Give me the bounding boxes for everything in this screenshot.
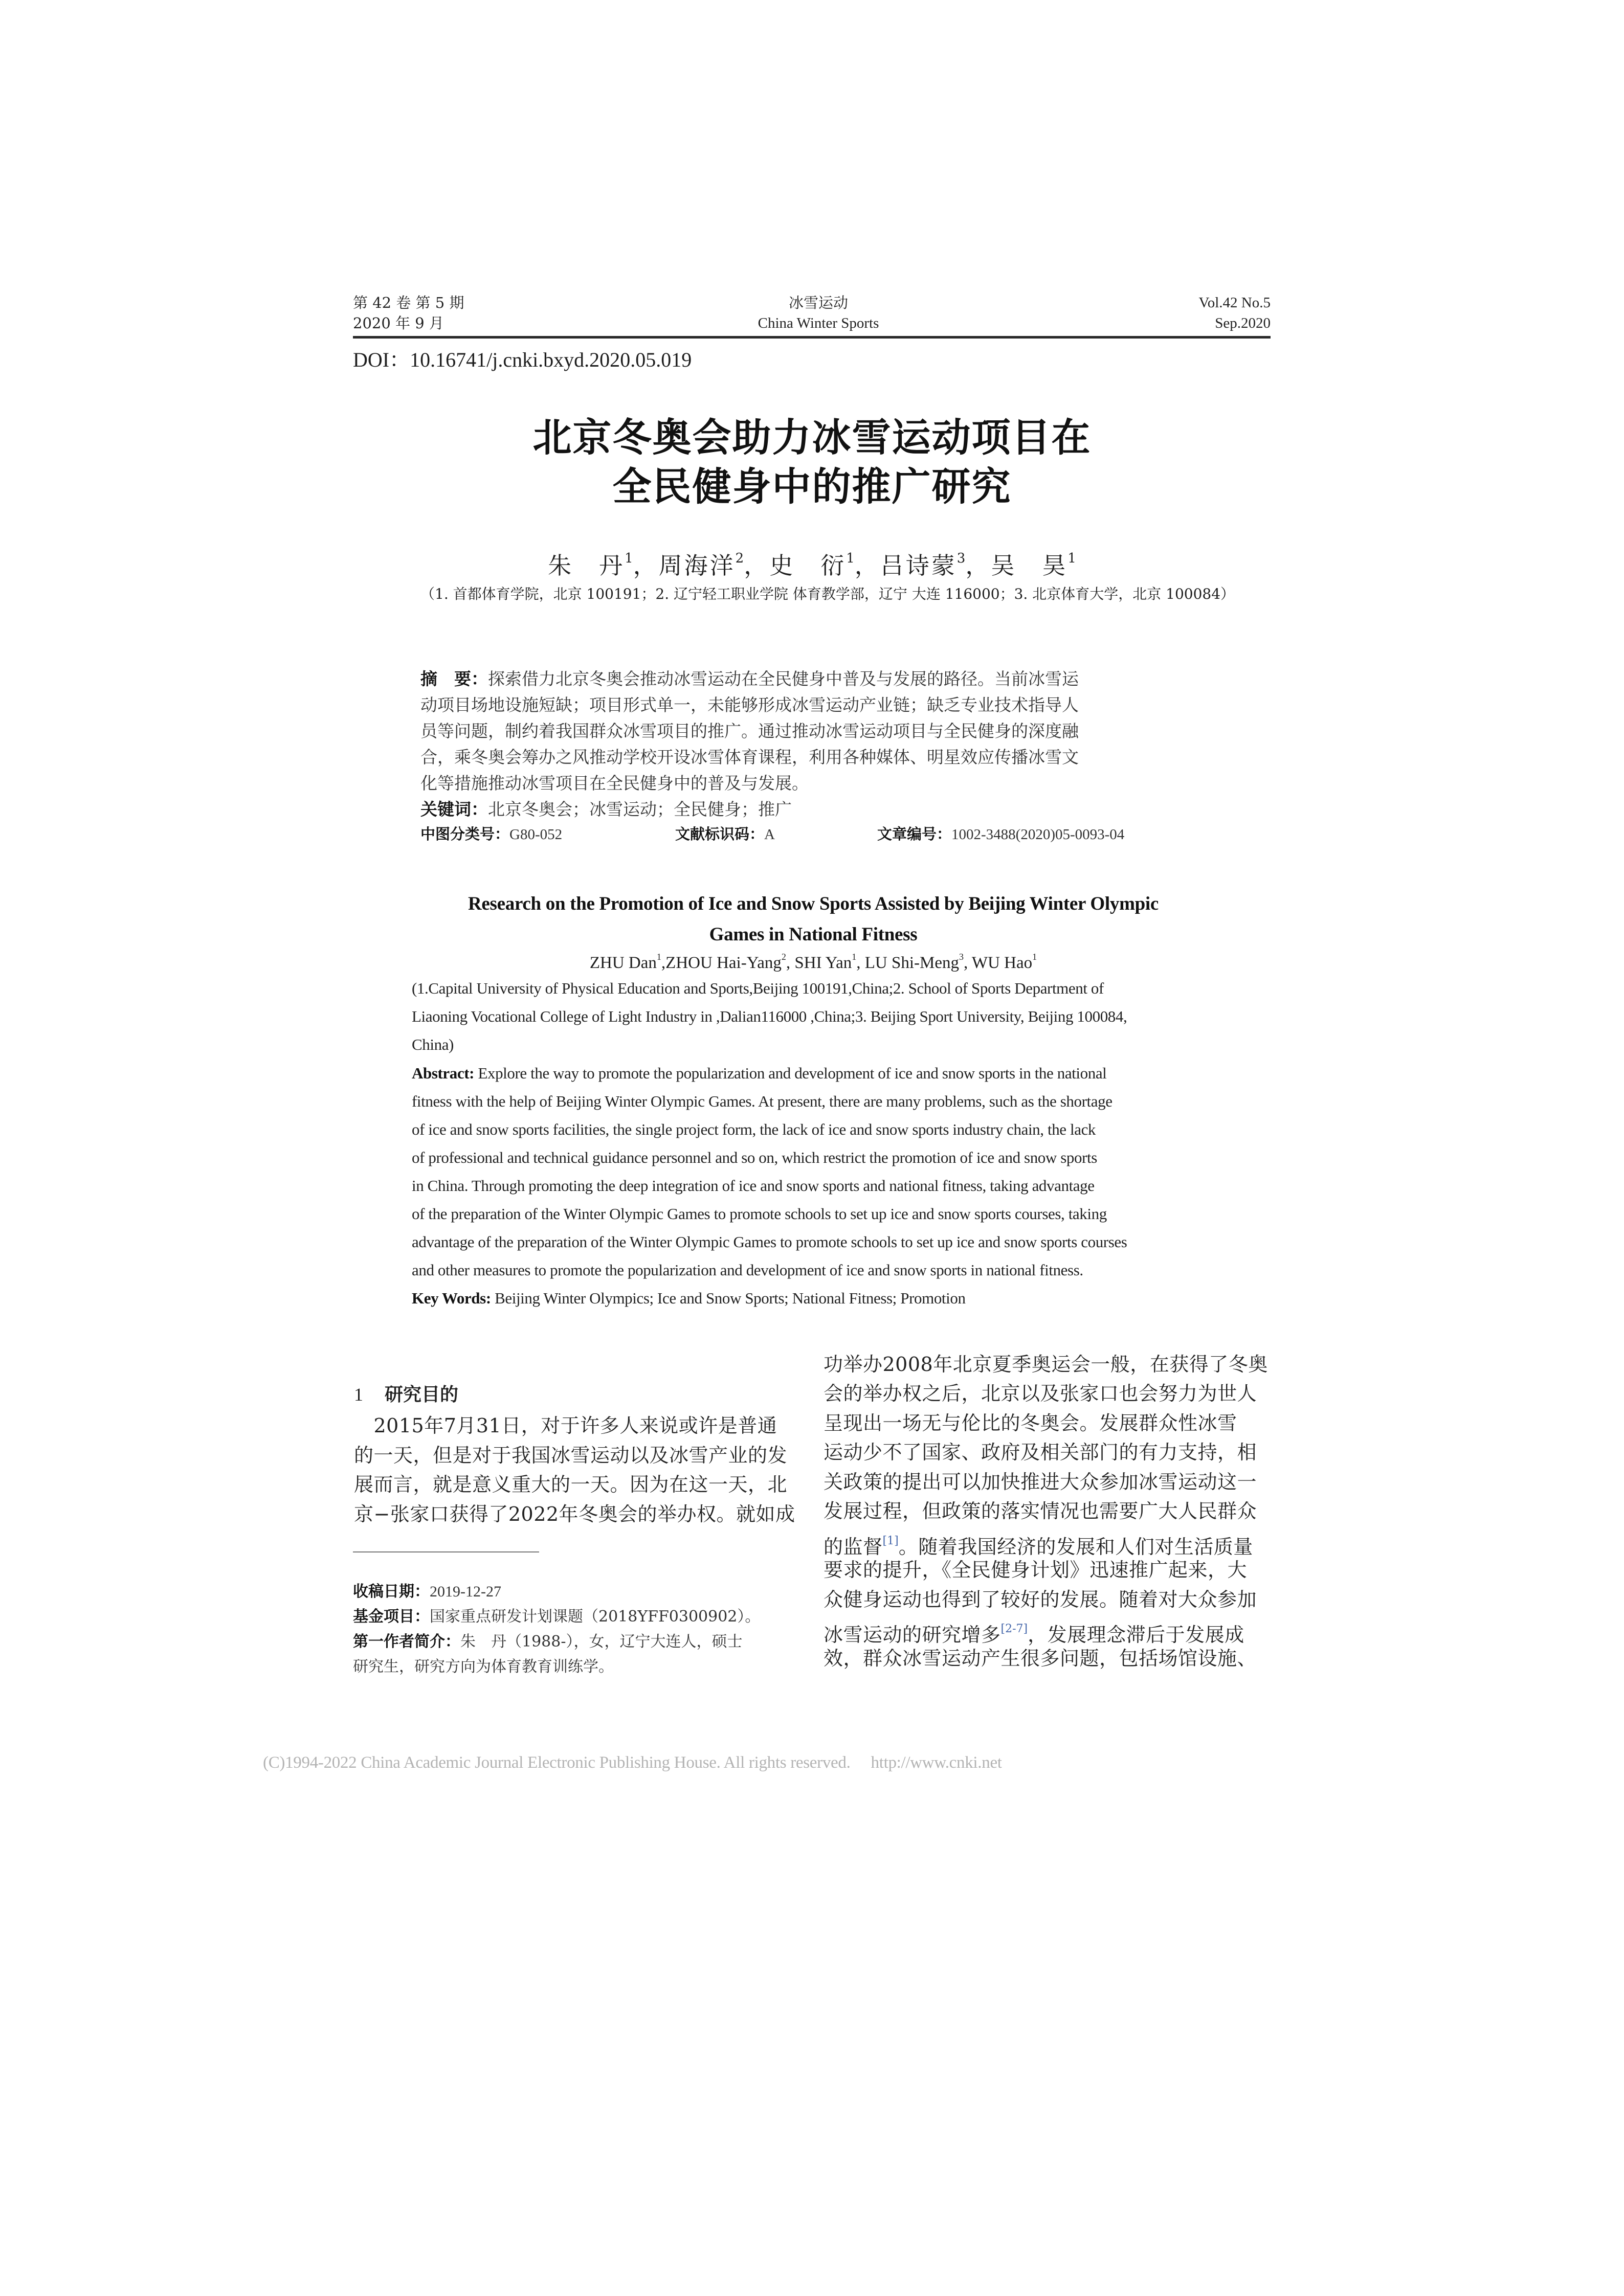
keywords-cn-value: 北京冬奥会；冰雪运动；全民健身；推广 [488, 799, 792, 819]
title-en-line1: Research on the Promotion of Ice and Snow Sports Assisted by Beijing Winter Olympic [468, 893, 1159, 914]
classification-clc: 中图分类号：G80-052 [420, 825, 563, 843]
body-right-line: 发展过程，但政策的落实情况也需要广大人民群众 [824, 1500, 1257, 1522]
author-en: ZHU Dan$^1$, [589, 952, 666, 972]
body-right-line: 运动少不了国家、政府及相关部门的有力支持，相 [824, 1441, 1257, 1464]
header-rule [353, 336, 1271, 339]
body-right-line: 关政策的提出可以加快推进大众参加冰雪运动这一 [824, 1471, 1257, 1493]
volume-issue-en: Vol.42 No.5 [1198, 295, 1271, 311]
journal-name-en: China Winter Sports [758, 315, 879, 331]
author-cn: 朱 丹$^1$ [548, 551, 633, 579]
title-en-line2: Games in National Fitness [709, 924, 918, 945]
affiliations-cn: （1. 首都体育学院，北京 100191；2. 辽宁轻工职业学院 体育教学部，辽宁 大连 116000；3. 北京体育大学，北京 100084） [420, 586, 1235, 602]
abstract-en-line: of ice and snow sports facilities, the single project form, the lack of ice and snow sports industry chain, the lack [412, 1120, 1096, 1138]
author-en: ZHOU Hai-Yang$^2$, [665, 952, 795, 972]
affiliations-en-line: (1.Capital University of Physical Education and Sports,Beijing 100191,China;2. School of Sports Department of [412, 979, 1104, 997]
abstract-en-line: advantage of the preparation of the Winter Olympic Games to promote schools to set up ice and snow sports courses [412, 1233, 1127, 1251]
footnote-fund: 基金项目：国家重点研发计划课题（2018YFF0300902）。 [353, 1608, 761, 1626]
body-right-line: 效，群众冰雪运动产生很多问题，包括场馆设施、 [824, 1647, 1257, 1670]
keywords-cn [420, 796, 1259, 822]
abstract-en-line: of the preparation of the Winter Olympic Games to promote schools to set up ice and snow sports courses, taking [412, 1205, 1107, 1223]
author-cn: 周海洋$^2$ [658, 551, 744, 579]
abstract-en-line: of professional and technical guidance personnel and so on, which restrict the promotion of ice and snow sports [412, 1149, 1097, 1166]
author-cn: 吴 昊$^1$ [991, 551, 1076, 579]
abstract-cn-label: 摘 要： [420, 669, 488, 689]
authors-cn: 朱 丹$^1$，周海洋$^2$，史 衍$^1$，吕诗蒙$^3$，吴 昊$^1$ [548, 551, 1076, 579]
cnki-link[interactable]: http://www.cnki.net [871, 1753, 1002, 1772]
author-en: LU Shi-Meng$^3$, [864, 952, 972, 972]
classification-article-no: 文章编号：1002-3488(2020)05-0093-04 [877, 825, 1125, 843]
body-right-line: 会的举办权之后，北京以及张家口也会努力为世人 [824, 1382, 1257, 1405]
keywords-en-label: Key Words: [412, 1289, 491, 1307]
abstract-cn-line: 合，乘冬奥会筹办之风推动学校开设冰雪体育课程，利用各种媒体、明星效应传播冰雪文 [420, 747, 1079, 767]
copyright-notice: (C)1994-2022 China Academic Journal Electronic Publishing House. All rights reserved. http://www.cnki.net [263, 1753, 1002, 1772]
body-left-line: 的一天，但是对于我国冰雪运动以及冰雪产业的发 [354, 1444, 788, 1467]
section-heading [354, 1382, 458, 1407]
classification-doc-code: 文献标识码：A [675, 825, 775, 843]
title-cn-line1: 北京冬奥会助力冰雪运动项目在 [532, 415, 1092, 460]
body-right-line: 的监督[1]。随着我国经济的发展和人们对生活质量 [824, 1535, 1253, 1558]
footnote-received: 收稿日期：2019-12-27 [353, 1583, 501, 1601]
footnote-author: 第一作者简介：朱 丹（1988-），女，辽宁大连人，硕士 [353, 1633, 743, 1651]
doi[interactable]: DOI：10.16741/j.cnki.bxyd.2020.05.019 [353, 348, 692, 371]
abstract-en-line: fitness with the help of Beijing Winter Olympic Games. At present, there are many problems, such as the shortage [412, 1092, 1113, 1110]
date-cn: 2020 年 9 月 [353, 314, 444, 332]
citation-link[interactable]: [1] [882, 1535, 899, 1547]
citation-link[interactable]: [2-7] [1000, 1623, 1028, 1635]
body-right-line: 呈现出一场无与伦比的冬奥会。发展群众性冰雪 [824, 1412, 1237, 1434]
section-title: 研究目的 [385, 1384, 459, 1405]
abstract-en-line: in China. Through promoting the deep integration of ice and snow sports and national fitness, taking advantage [412, 1177, 1095, 1195]
abstract-en-line: Abstract: Explore the way to promote the popularization and development of ice and snow sports in the national [412, 1064, 1107, 1082]
keywords-en [412, 1284, 1276, 1313]
body-right-line: 冰雪运动的研究增多[2-7]，发展理念滞后于发展成 [824, 1623, 1244, 1646]
author-cn: 吕诗蒙$^3$ [880, 551, 966, 579]
title-cn-line2: 全民健身中的推广研究 [612, 464, 1012, 509]
body-right-line: 功举办2008年北京夏季奥运会一般，在获得了冬奥 [824, 1353, 1268, 1376]
footnote-rule [353, 1551, 539, 1552]
body-left-line: 京−张家口获得了2022年冬奥会的举办权。就如成 [354, 1503, 795, 1525]
body-left-line: 2015年7月31日，对于许多人来说或许是普通 [354, 1414, 777, 1437]
author-cn: 史 衍$^1$ [769, 551, 855, 579]
body-right-line: 要求的提升，《全民健身计划》迅速推广起来，大 [824, 1559, 1248, 1581]
header-left [353, 292, 464, 333]
authors-en [389, 944, 1238, 976]
affiliations-en-line: Liaoning Vocational College of Light Industry in ,Dalian116000 ,China;3. Beijing Sport University, Beijing 100084, [412, 1007, 1127, 1025]
abstract-cn-line: 化等措施推动冰雪项目在全民健身中的普及与发展。 [420, 773, 809, 793]
abstract-cn-line: 动项目场地设施短缺；项目形式单一，未能够形成冰雪运动产业链；缺乏专业技术指导人 [420, 695, 1079, 715]
volume-issue-cn: 第 42 卷 第 5 期 [353, 294, 464, 311]
journal-name-cn: 冰雪运动 [788, 294, 848, 311]
abstract-en-line: and other measures to promote the popularization and development of ice and snow sports in national fitness. [412, 1261, 1083, 1279]
section-number: 1 [354, 1384, 363, 1405]
body-right-line: 众健身运动也得到了较好的发展。随着对大众参加 [824, 1588, 1257, 1611]
abstract-en-label: Abstract: [412, 1064, 475, 1082]
affiliations-en-line: China) [412, 1036, 454, 1053]
author-en: SHI Yan$^1$, [794, 952, 865, 972]
keywords-en-value: Beijing Winter Olympics; Ice and Snow Sports; National Fitness; Promotion [491, 1289, 966, 1307]
footnote-author-cont: 研究生，研究方向为体育教育训练学。 [353, 1658, 614, 1676]
body-left-line: 展而言，就是意义重大的一天。因为在这一天，北 [354, 1473, 788, 1496]
header-center [716, 292, 921, 333]
keywords-cn-label: 关键词： [420, 799, 488, 819]
abstract-cn-line: 员等问题，制约着我国群众冰雪项目的推广。通过推动冰雪运动项目与全民健身的深度融 [420, 721, 1079, 741]
header-right [1125, 292, 1271, 333]
author-en: WU Hao$^1$ [971, 952, 1037, 972]
date-en: Sep.2020 [1215, 315, 1271, 331]
abstract-cn-line: 摘 要：探索借力北京冬奥会推动冰雪运动在全民健身中普及与发展的路径。当前冰雪运 [420, 669, 1079, 689]
